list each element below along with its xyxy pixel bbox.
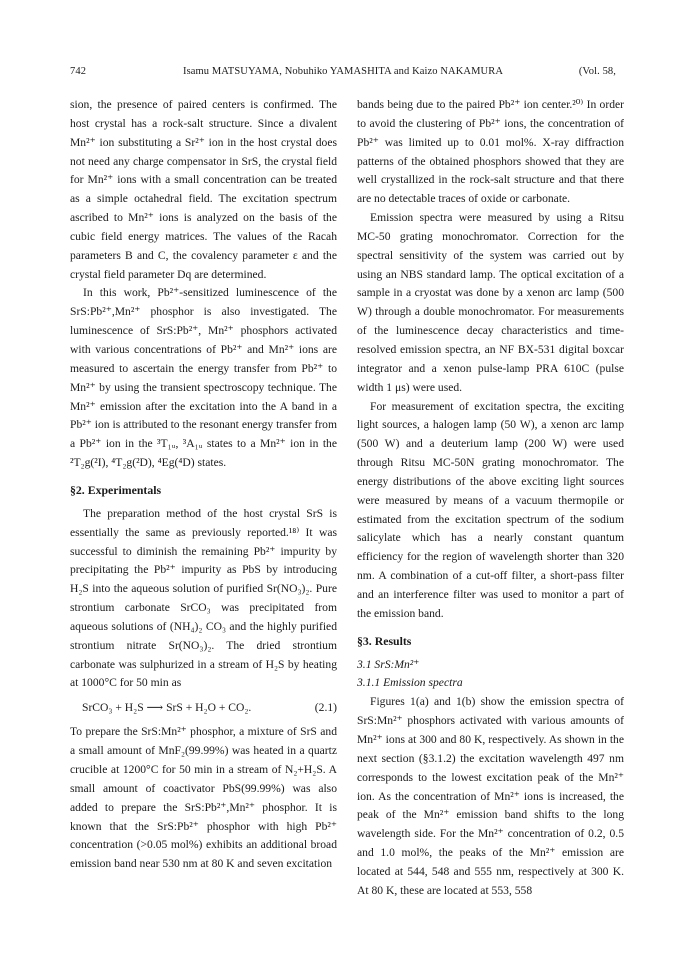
running-header bbox=[70, 66, 616, 82]
left-paragraph-1: sion, the presence of paired centers is confirmed. The host crystal has a rock-salt structure. Since a divalent Mn²⁺ ion substituting a Sr²⁺ ion in the host crystal does not need any charge compensator in SrS, the crystal field for Mn²⁺ ions with a small concentration can be treated as a simple octahedral field. The excitation spectrum ascribed to Mn²⁺ ions is analyzed on the basis of the cubic field energy matrices. The values of the Racah parameters B and C, the covalency parameter ε and the crystal field parameter Dq are determined. bbox=[70, 98, 337, 281]
left-paragraph-3: The preparation method of the host crystal SrS is essentially the same as previously reported.¹⁸⁾ It was successful to diminish the remaining Pb²⁺ impurity by precipitating the Pb²⁺ impurity as PbS by introducing H₂S into the aqueous solution of purified Sr(NO₃)₂. Pure strontium carbonate SrCO₃ was precipitated from aqueous solutions of (NH₄)₂ CO₃ and the highly purified strontium nitrate Sr(NO₃)₂. The dried strontium carbonate was sulphurized in a stream of H₂S by heating at 1000°C for 50 min as bbox=[70, 506, 337, 690]
section-3-heading: §3. Results bbox=[357, 633, 412, 648]
right-paragraph-2: Emission spectra were measured by using a Ritsu MC-50 grating monochromator. Correction for the spectral sensitivity of the system was carried out by using an NBS standard lamp. The optical excitation of a sample in a cryostat was done by a xenon arc lamp (500 W) through a double monochromator. For measurements of the luminescence decay characteristics and time-resolved emission spectra, an NF BX-531 digital boxcar integrator and a xenon pulse-lamp PRA 610C (pulse width 1 μs) were used. bbox=[357, 211, 624, 394]
equation-2-1 bbox=[70, 699, 337, 717]
equation-body: SrCO₃ + H₂S ⟶ SrS + H₂O + CO₂. bbox=[82, 701, 252, 715]
right-paragraph-3: For measurement of excitation spectra, the exciting light sources, a halogen lamp (50 W), a xenon arc lamp (500 W) and a deuterium lamp (200 W) were used through Ritsu MC-50N grating monochromator. The energy distributions of the above exciting light sources were measured by means of a vacuum thermopile or estimated from the excitation spectrum of the sodium salicylate which has a nearly constant quantum efficiency for the region of wavelength shorter than 320 nm. A combination of a cut-off filter, a short-pass filter and an interference filter was used to monitor a part of the emission band. bbox=[357, 399, 624, 620]
left-paragraph-2: In this work, Pb²⁺-sensitized luminescence of the SrS:Pb²⁺,Mn²⁺ phosphor is also investigated. The luminescence of SrS:Pb²⁺, Mn²⁺ phosphors activated with various concentrations of Pb²⁺ and Mn²⁺ ions are measured to ascertain the energy transfer from Pb²⁺ to Mn²⁺ by using the transient spectroscopy technique. The Mn²⁺ emission after the excitation into the A band in a Pb²⁺ ion is attributed to the resonant energy transfer from a Pb²⁺ ion in the ³T₁ᵤ, ³A₁ᵤ states to a Mn²⁺ ion in the ²T₂g(²I), ⁴T₂g(²D), ⁴Eg(⁴D) states. bbox=[70, 286, 337, 470]
page-number: 742 bbox=[70, 66, 87, 77]
subsection-3-1: 3.1 SrS:Mn²⁺ bbox=[357, 657, 420, 671]
header-authors: Isamu MATSUYAMA, Nobuhiko YAMASHITA and Kaizo NAKAMURA bbox=[182, 66, 504, 77]
right-paragraph-1: bands being due to the paired Pb²⁺ ion center.²⁰⁾ In order to avoid the clustering of Pb²⁺ ions, the concentration of Pb²⁺ was limited up to 0.01 mol%. X-ray diffraction patterns of the obtained phosphors showed that they are well crystallized in the rock-salt structure and that there are no detectable traces of oxide or carbonate. bbox=[357, 98, 624, 206]
header-volume: (Vol. 58, bbox=[578, 66, 616, 77]
left-paragraph-4: To prepare the SrS:Mn²⁺ phosphor, a mixture of SrS and a small amount of MnF₂(99.99%) was heated in a quartz crucible at 1200°C for 50 min in a stream of N₂+H₂S. A small amount of coactivator PbS(99.99%) was also added to prepare the SrS:Pb²⁺,Mn²⁺ phosphor. It is known that the SrS:Pb²⁺ phosphor with high Pb²⁺ concentration (>0.05 mol%) exhibits an additional broad emission band near 530 nm at 80 K and seven excitation bbox=[70, 725, 337, 871]
subsection-3-1-1: 3.1.1 Emission spectra bbox=[357, 676, 463, 690]
equation-number: (2.1) bbox=[314, 701, 337, 715]
right-column bbox=[357, 96, 624, 901]
section-2-heading: §2. Experimentals bbox=[70, 482, 162, 497]
right-paragraph-4: Figures 1(a) and 1(b) show the emission spectra of SrS:Mn²⁺ phosphors activated with various amounts of Mn²⁺ ions at 300 and 80 K, respectively. As shown in the next section (§3.1.2) the excitation wavelength 497 nm corresponds to the lowest excitation peak of the Mn²⁺ ion. As the concentration of Mn²⁺ ions is increased, the peak of the Mn²⁺ emission band shifts to the long wavelength side. For the Mn²⁺ concentration of 0.2, 0.5 and 1.0 mol%, the peaks of the Mn²⁺ emission are located at 544, 548 and 555 nm, respectively at 300 K. At 80 K, these are located at 553, 558 bbox=[357, 695, 624, 897]
left-column bbox=[70, 96, 337, 874]
